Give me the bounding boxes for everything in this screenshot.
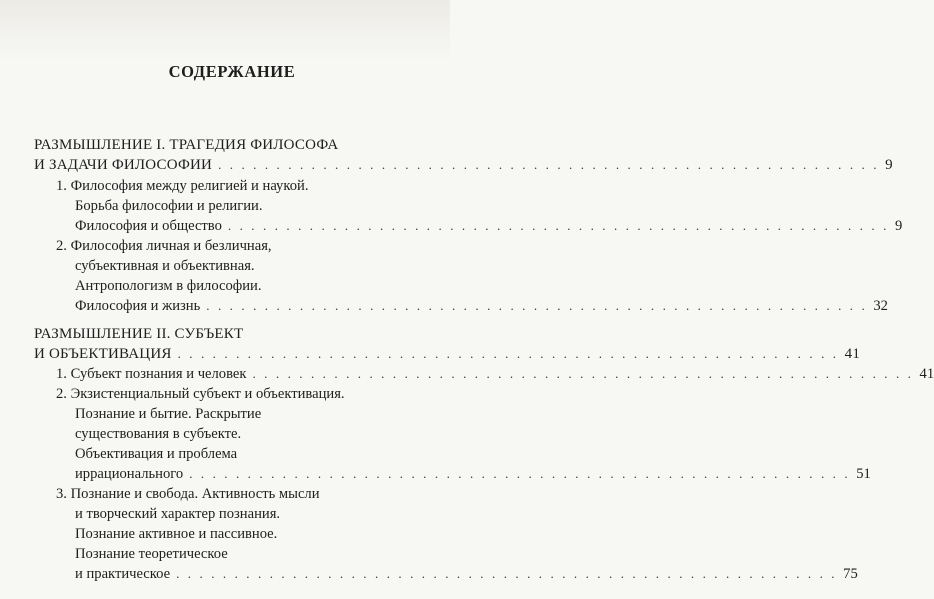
- toc-entry-line: существования в субъекте.: [75, 426, 242, 442]
- page-number: 9: [894, 218, 903, 234]
- toc-entry-line: субъективная и объективная.: [75, 258, 255, 274]
- toc-entry-line: Борьба философии и религии.: [75, 198, 263, 214]
- section-heading-entry[interactable]: И ОБЪЕКТИВАЦИЯ . . . . . . . . . . . . . . . . . . . . . . . . . . . . . . . . . . . . . . . . . . . . . . . . . . . . . . . . . 41: [34, 346, 861, 362]
- section-heading: РАЗМЫШЛЕНИЕ II. СУБЪЕКТ: [34, 326, 244, 342]
- dot-leader: . . . . . . . . . . . . . . . . . . . . . . . . . . . . . . . . . . . . . . . . . . . . . . . . . . . . . . . . .: [189, 466, 851, 481]
- toc-entry-line: Объективация и проблема: [75, 446, 238, 462]
- item-number: 1.: [56, 366, 67, 382]
- dot-leader: . . . . . . . . . . . . . . . . . . . . . . . . . . . . . . . . . . . . . . . . . . . . . . . . . . . . . . . . .: [252, 366, 914, 381]
- section-heading: РАЗМЫШЛЕНИЕ I. ТРАГЕДИЯ ФИЛОСОФА: [34, 137, 339, 153]
- toc-entry[interactable]: 2. Философия личная и безличная,: [56, 238, 272, 254]
- toc-entry-line: Философия и жизнь . . . . . . . . . . . . . . . . . . . . . . . . . . . . . . . . . . . . . . . . . . . . . . . . . . . . . . . . . 32: [75, 298, 888, 314]
- section-heading-entry[interactable]: И ЗАДАЧИ ФИЛОСОФИИ . . . . . . . . . . . . . . . . . . . . . . . . . . . . . . . . . . . . . . . . . . . . . . . . . . . . . . . . . 9: [34, 157, 893, 173]
- dot-leader: . . . . . . . . . . . . . . . . . . . . . . . . . . . . . . . . . . . . . . . . . . . . . . . . . . . . . . . . .: [176, 566, 838, 581]
- page-number: 32: [873, 298, 888, 314]
- toc-entry-line: Познание активное и пассивное.: [75, 526, 278, 542]
- item-number: 2.: [56, 386, 67, 402]
- page-number: 9: [885, 157, 893, 173]
- page-number: 41: [919, 366, 934, 382]
- toc-entry-line: Антропологизм в философии.: [75, 278, 262, 294]
- toc-entry-line: Философия и общество . . . . . . . . . . . . . . . . . . . . . . . . . . . . . . . . . . . . . . . . . . . . . . . . . . . . . . . . . 9: [75, 218, 903, 234]
- toc-entry-line: иррационального . . . . . . . . . . . . . . . . . . . . . . . . . . . . . . . . . . . . . . . . . . . . . . . . . . . . . . . . . 51: [75, 466, 871, 482]
- item-number: 1.: [56, 178, 67, 194]
- dot-leader: . . . . . . . . . . . . . . . . . . . . . . . . . . . . . . . . . . . . . . . . . . . . . . . . . . . . . . . . .: [206, 298, 868, 313]
- toc-entry-line: и практическое . . . . . . . . . . . . . . . . . . . . . . . . . . . . . . . . . . . . . . . . . . . . . . . . . . . . . . . . . 75: [75, 566, 858, 582]
- toc-entry-line: Познание теоретическое: [75, 546, 228, 562]
- toc-entry[interactable]: 1. Философия между религией и наукой.: [56, 178, 309, 194]
- dot-leader: . . . . . . . . . . . . . . . . . . . . . . . . . . . . . . . . . . . . . . . . . . . . . . . . . . . . . . . . .: [227, 218, 889, 233]
- toc-entry-line: Познание и бытие. Раскрытие: [75, 406, 262, 422]
- toc-entry[interactable]: 2. Экзистенциальный субъект и объективация.: [56, 386, 345, 402]
- toc-page: [34, 0, 934, 599]
- toc-entry-line: и творческий характер познания.: [75, 506, 281, 522]
- page-title: СОДЕРЖАНИЕ: [168, 62, 296, 81]
- toc-entry[interactable]: 1. Субъект познания и человек . . . . . . . . . . . . . . . . . . . . . . . . . . . . . . . . . . . . . . . . . . . . . . . . . . . . . . . . . 41: [56, 366, 934, 382]
- toc-entry[interactable]: 3. Познание и свобода. Активность мысли: [56, 486, 320, 502]
- page-number: 41: [844, 346, 861, 362]
- dot-leader: . . . . . . . . . . . . . . . . . . . . . . . . . . . . . . . . . . . . . . . . . . . . . . . . . . . . . . . . .: [218, 157, 880, 172]
- page-number: 75: [843, 566, 858, 582]
- page-number: 51: [856, 466, 871, 482]
- item-number: 2.: [56, 238, 67, 254]
- item-number: 3.: [56, 486, 67, 502]
- dot-leader: . . . . . . . . . . . . . . . . . . . . . . . . . . . . . . . . . . . . . . . . . . . . . . . . . . . . . . . . .: [177, 346, 839, 361]
